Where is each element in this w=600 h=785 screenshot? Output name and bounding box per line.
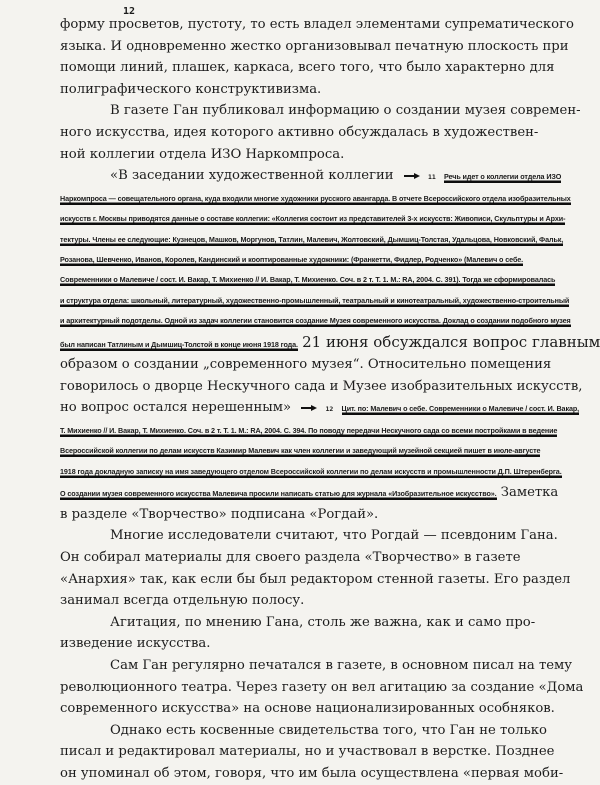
quote-end: но вопрос остался нерешенным» [60, 400, 292, 416]
note-11-line: Современники о Малевиче / сост. И. Вакар, Т. Михиенко // И. Вакар, Т. Михиенко. Соч. в 2 т. Т. 1. М.: RA, 2004. С. 391). Тогда же сформировалась [60, 275, 555, 287]
text-line: занимал всегда отдельную полосу. [60, 593, 305, 609]
note-12-line: Всероссийской коллегии по делам искусств Казимир Малевич как член коллегии и заведующий музейной секцией пишет в июле-августе [60, 446, 540, 458]
text-line: Агитация, по мнению Гана, столь же важна, как и само про- [110, 614, 536, 630]
note-number: 12 [325, 405, 334, 414]
footnote-12 [60, 421, 562, 482]
note-12-last: О создании музея современного искусства Малевича просили написать статью для журнала «Изобразительное искусство». [60, 489, 497, 501]
text-line: «Анархия» так, как если бы был редактором стенной газеты. Его раздел [60, 571, 571, 587]
note-arrow-icon [301, 405, 317, 411]
note-11-line: искусств г. Москвы приводятся данные о составе коллегии: «Коллегия состоит из представителей 3-х искусств: Живописи, Скульптуры и Архи- [60, 214, 565, 226]
text-line: помощи линий, плашек, каркаса, всего того, что было характерно для [60, 60, 555, 76]
text-line: в разделе «Творчество» подписана «Рогдай». [60, 506, 379, 522]
text-line: изведение искусства. [60, 636, 211, 652]
text-line: современного искусства» на основе национализированных особняков. [60, 701, 555, 717]
quote-start: «В заседании художественной коллегии [110, 168, 394, 184]
text-line: образом о создании „современного музея“. Относительно помещения [60, 357, 552, 373]
text-line: говорилось о дворце Нескучного сада и Музее изобразительных искусств, [60, 378, 583, 394]
text-line: писал и редактировал материалы, но и участвовал в верстке. Позднее [60, 744, 555, 760]
text-line: Он собирал материалы для своего раздела «Творчество» в газете [60, 549, 521, 565]
text-line-with-note [60, 165, 562, 189]
text-line: языка. И одновременно жестко организовывал печатную плоскость при [60, 38, 569, 54]
text-line: ной коллегии отдела ИЗО Наркомпроса. [60, 146, 345, 162]
note-number: 11 [427, 173, 436, 182]
note-11-first: Речь идет о коллегии отдела ИЗО [444, 172, 561, 184]
note-11-last: был написан Татлиным и Дымшиц-Толстой в конце июня 1918 года. [60, 340, 298, 352]
text-line: Сам Ган регулярно печатался в газете, в основном писал на тему [110, 657, 573, 673]
note-11-line: Розанова, Шевченко, Иванов, Королев, Кандинский и кооптированные художники: (Франкетти, Фидлер, Родченко» (Малевич о себе. [60, 255, 523, 267]
note-11-line: и архитектурный подотделы. Одной из задач коллегии становится создание Музея современного искусства. Доклад о создании подобного музея [60, 316, 571, 328]
note-12-first: Цит. по: Малевич о себе. Современники о Малевиче / сост. И. Вакар, [342, 404, 580, 416]
note-11-line: тектуры. Члены ее следующие: Кузнецов, Машков, Моргунов, Татлин, Малевич, Жолтовский, Дымшиц-Толстая, Удальцова, Новковский, Фальк, [60, 235, 563, 247]
text-line-with-note [60, 332, 600, 355]
note-arrow-icon [404, 173, 420, 179]
note-11-line: и структура отдела: школьный, литературный, художественно-промышленный, театральный и кинотеатральный, художественно-строительный [60, 296, 569, 308]
note-11-line: Наркомпроса — совещательного органа, куда входили многие художники русского авангарда. В отчете Всероссийского отдела изобразительных [60, 194, 571, 206]
page-body [60, 14, 600, 785]
text-line: В газете Ган публиковал информацию о создании музея современ- [110, 103, 581, 119]
text-line: 21 июня обсуждался вопрос главным [302, 332, 600, 351]
note-12-line: Т. Михиенко // И. Вакар, Т. Михиенко. Соч. в 2 т. Т. 1. М.: RA, 2004. С. 394. По поводу передачи Нескучного сада со всеми постройками в ведение [60, 426, 557, 438]
note-12-line: 1918 года докладную записку на имя заведующего отделом Всероссийской коллегии по делам искусств и промышленности Д.П. Штеренберга. [60, 467, 562, 479]
text-line: полиграфического конструктивизма. [60, 81, 322, 97]
page-number: 12 [123, 6, 136, 17]
text-line: Многие исследователи считают, что Рогдай — псевдоним Гана. [110, 528, 558, 544]
text-line-with-note [60, 482, 559, 504]
text-line: он упоминал об этом, говоря, что им была осуществлена «первая моби- [60, 765, 564, 781]
text-line: ного искусства, идея которого активно обсуждалась в художествен- [60, 124, 539, 140]
text-line: форму просветов, пустоту, то есть владел элементами супрематического [60, 17, 574, 32]
text-line: Заметка [500, 485, 559, 501]
footnote-11 [60, 189, 571, 332]
text-line: Однако есть косвенные свидетельства того, что Ган не только [110, 722, 547, 738]
text-line: революционного театра. Через газету он вел агитацию за создание «Дома [60, 679, 584, 695]
text-line-with-note [60, 397, 580, 421]
